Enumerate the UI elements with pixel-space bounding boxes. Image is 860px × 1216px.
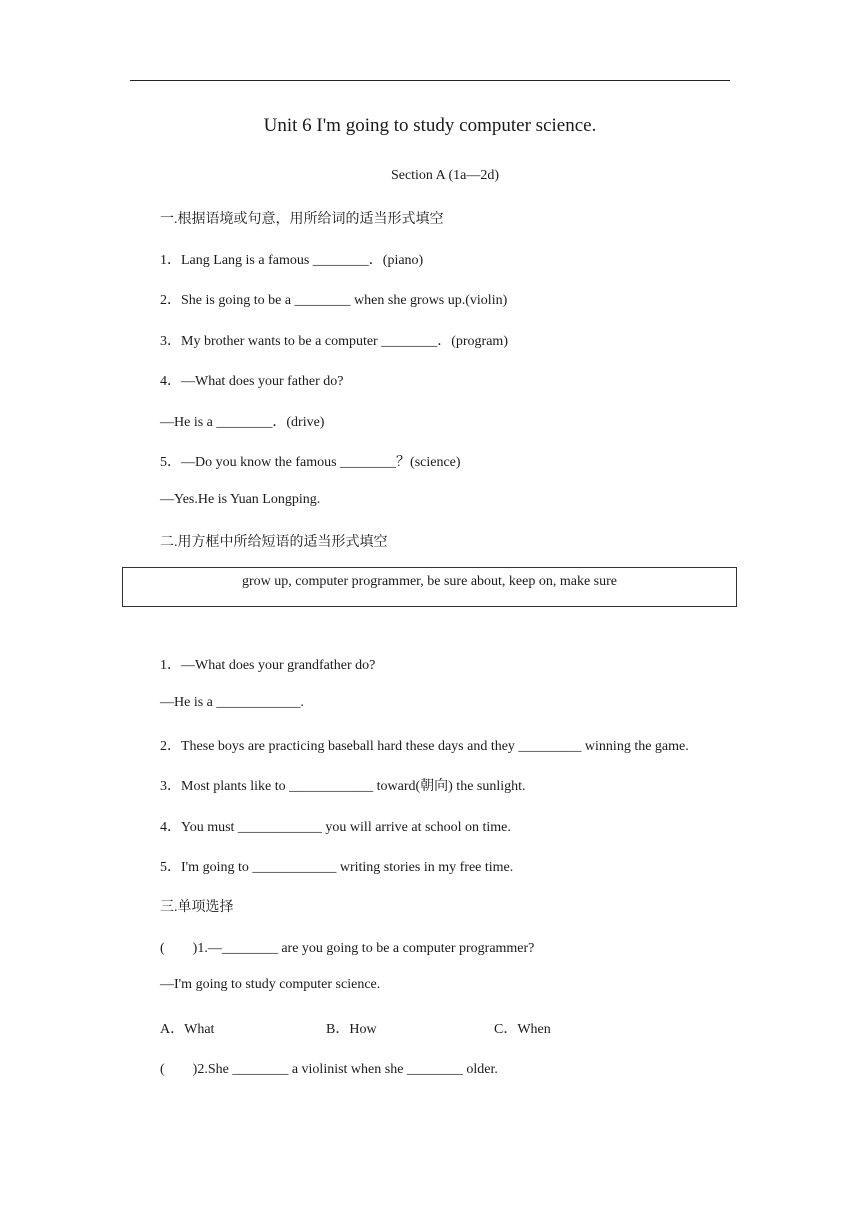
part3-question: ( )2.She ________ a violinist when she ________ older. — [160, 1062, 498, 1077]
part1-line: 1．Lang Lang is a famous ________．(piano) — [160, 253, 424, 268]
part1-heading: 一.根据语境或句意，用所给词的适当形式填空 — [160, 212, 444, 227]
part3-line: —I'm going to study computer science. — [160, 977, 381, 992]
phrase-box — [122, 567, 737, 607]
part2-line: 2．These boys are practicing baseball hard these days and they _________ winning the game. — [160, 739, 689, 754]
part1-line: —Yes.He is Yuan Longping. — [160, 492, 321, 507]
option-c: C．When — [494, 1022, 551, 1037]
part1-line: 5．—Do you know the famous ________？(science) — [160, 455, 461, 470]
page-title: Unit 6 I'm going to study computer science. — [263, 115, 597, 136]
part1-line: 3．My brother wants to be a computer ________．(program) — [160, 334, 508, 349]
part3-heading: 三.单项选择 — [160, 900, 234, 915]
option-b: B．How — [326, 1022, 377, 1037]
header-rule — [130, 80, 730, 81]
part2-line: —He is a ____________. — [160, 695, 304, 710]
part2-heading: 二.用方框中所给短语的适当形式填空 — [160, 535, 388, 550]
part2-line: 5．I'm going to ____________ writing stories in my free time. — [160, 860, 514, 875]
part1-line: 2．She is going to be a ________ when she grows up.(violin) — [160, 293, 508, 308]
section-subtitle: Section A (1a—2d) — [390, 168, 500, 183]
part3-question: ( )1.—________ are you going to be a computer programmer? — [160, 941, 535, 956]
part2-line: 3．Most plants like to ____________ toward(朝向) the sunlight. — [160, 779, 526, 794]
part2-line: 1．—What does your grandfather do? — [160, 658, 376, 673]
option-a: A．What — [160, 1022, 215, 1037]
part1-line: —He is a ________．(drive) — [160, 415, 325, 430]
part2-line: 4．You must ____________ you will arrive at school on time. — [160, 820, 511, 835]
part1-line: 4．—What does your father do? — [160, 374, 344, 389]
phrase-box-text: grow up, computer programmer, be sure about, keep on, make sure — [242, 574, 617, 589]
